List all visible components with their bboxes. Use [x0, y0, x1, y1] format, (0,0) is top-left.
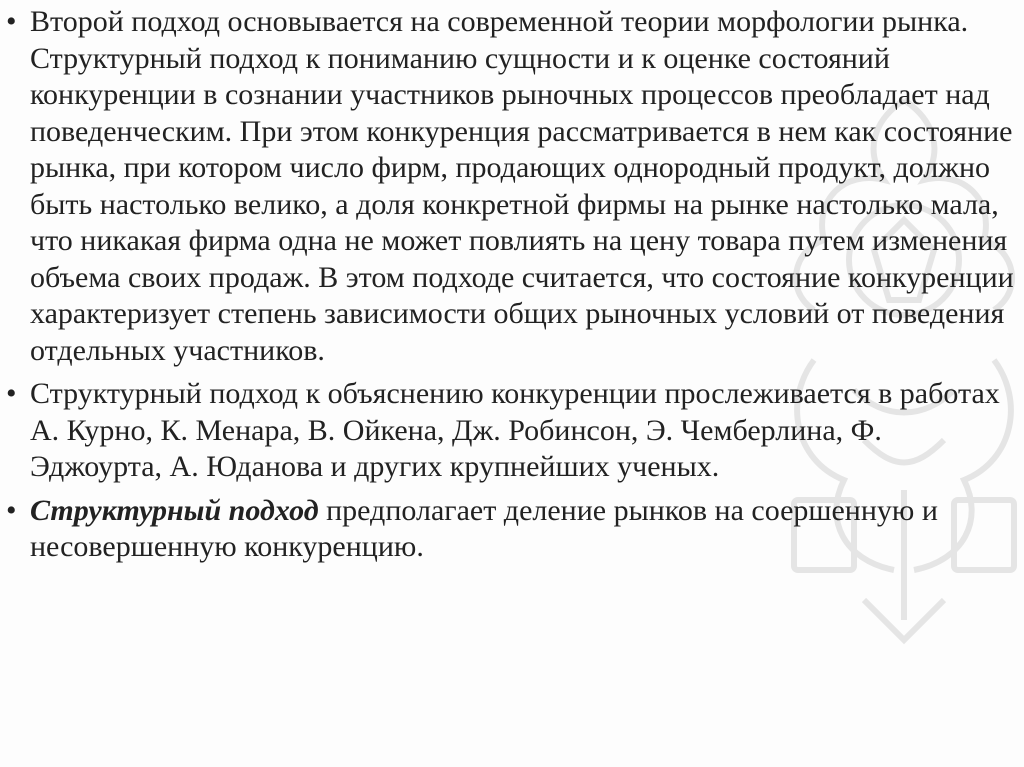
paragraph-text: Структурный подход к объяснению конкуренции прослеживается в работах А. Курно, К. Менара, В. Ойкена, Дж. Робинсон, Э. Чемберлина, Ф. Эджоурта, А. Юданова и других крупнейших ученых.: [30, 377, 1000, 483]
bullet-paragraph-1: [6, 4, 1016, 369]
bullet-paragraph-3: [6, 493, 1016, 566]
slide-content: [6, 4, 1016, 573]
emphasized-term: Структурный подход: [30, 493, 319, 527]
bullet-marker: •: [6, 493, 17, 527]
bullet-marker: •: [6, 377, 17, 410]
paragraph-text: Второй подход основывается на современной теории морфологии рынка. Структурный подход к пониманию сущности и к оценке состояний конкуренции в сознании участников рыночных процессов преобладает над поведенческим. При этом конкуренция рассматривается в нем как состояние рынка, при котором число фирм, продающих однородный продукт, должно быть настолько велико, а доля конкретной фирмы на рынке настолько мала, что никакая фирма одна не может повлиять на цену товара путем изменения объема своих продаж. В этом подходе считается, что состояние конкуренции характеризует степень зависимости общих рыночных условий от поведения отдельных участников.: [30, 5, 1014, 367]
paragraph-text: предполагает деление рынков на соершенную и несовершенную конкуренцию.: [30, 493, 938, 563]
bullet-marker: •: [6, 5, 17, 38]
bullet-paragraph-2: [6, 376, 1016, 486]
